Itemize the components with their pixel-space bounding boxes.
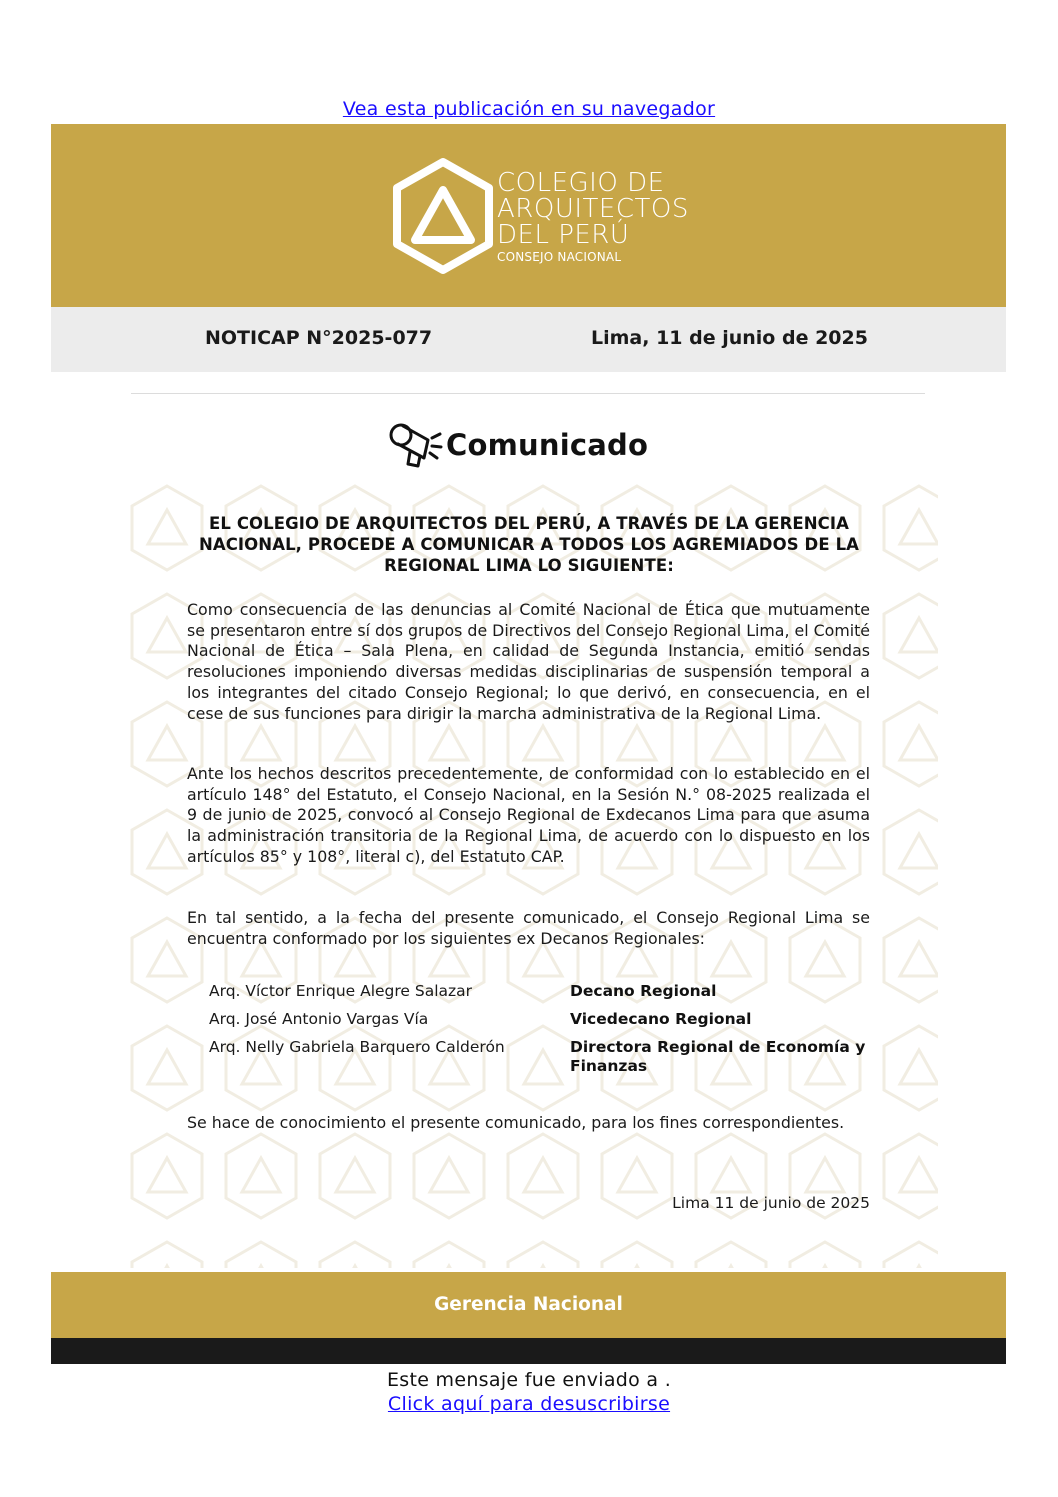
member-row <box>209 982 889 1010</box>
paragraph-4: Se hace de conocimiento el presente comunicado, para los fines correspondientes. <box>187 1113 845 1132</box>
member-row <box>209 1038 889 1075</box>
paragraph-2: Ante los hechos descritos precedentemente, de conformidad con lo establecido en el artículo 148° del Estatuto, el Consejo Nacional, en la Sesión N.° 08-2025 realizada el 9 de junio de 2025, convocó al Consejo Regional de Exdecanos Lima para que asuma la administración transitoria de la Regional Lima, de acuerdo con lo dispuesto en los artículos 85° y 108°, literal c), del Estatuto CAP. <box>187 764 870 866</box>
logo-subtitle: CONSEJO NACIONAL <box>497 250 622 264</box>
megaphone-icon <box>388 420 444 470</box>
info-bar <box>51 307 1006 372</box>
member-name: Arq. Nelly Gabriela Barquero Calderón <box>209 1038 505 1056</box>
paragraph-3: En tal sentido, a la fecha del presente comunicado, el Consejo Regional Lima se encuentra conformado por los siguientes ex Decanos Regionales: <box>187 908 870 948</box>
divider <box>131 393 925 394</box>
member-role: Decano Regional <box>570 982 717 1000</box>
member-role: Directora Regional de Economía y Finanzas <box>570 1038 866 1075</box>
member-name: Arq. José Antonio Vargas Vía <box>209 1010 429 1028</box>
header-banner <box>51 124 1006 307</box>
view-in-browser-link[interactable]: Vea esta publicación en su navegador <box>342 98 716 120</box>
member-name: Arq. Víctor Enrique Alegre Salazar <box>209 982 473 1000</box>
member-role: Vicedecano Regional <box>570 1010 752 1028</box>
footer-banner <box>51 1272 1006 1338</box>
hexagon-triangle-logo-icon <box>383 156 503 276</box>
footer-title: Gerencia Nacional <box>434 1294 623 1315</box>
logo-line-1: COLEGIO DE <box>497 168 665 198</box>
communique-headline: EL COLEGIO DE ARQUITECTOS DEL PERÚ, A TRAVÉS DE LA GERENCIA NACIONAL, PROCEDE A COMUNICAR A TODOS LOS AGREMIADOS DE LA REGIONAL LIMA LO SIGUIENTE: <box>198 514 860 575</box>
communique-heading <box>388 420 648 470</box>
logo-line-3: DEL PERÚ <box>497 220 630 250</box>
sent-to-text: Este mensaje fue enviado a . <box>386 1369 672 1391</box>
unsubscribe-link[interactable]: Click aquí para desuscribirse <box>387 1393 671 1415</box>
communique-title: Comunicado <box>446 428 649 462</box>
council-members-list <box>209 982 889 1075</box>
signature-date: Lima 11 de junio de 2025 <box>672 1194 870 1212</box>
footer-bar <box>51 1338 1006 1364</box>
organization-logo-text <box>497 170 689 264</box>
notice-number: NOTICAP N°2025-077 <box>205 327 433 349</box>
paragraph-1: Como consecuencia de las denuncias al Comité Nacional de Ética que mutuamente se presentaron entre sí dos grupos de Directivos del Consejo Regional Lima, el Comité Nacional de Ética – Sala Plena, en calidad de Segunda Instancia, emitió sendas resoluciones imponiendo diversas medidas disciplinarias de suspensión temporal a los integrantes del citado Consejo Regional; lo que derivó, en consecuencia, en el cese de sus funciones para dirigir la marcha administrativa de la Regional Lima. <box>187 600 871 723</box>
background-pattern <box>120 478 938 1268</box>
logo-line-2: ARQUITECTOS <box>497 194 689 224</box>
member-row <box>209 1010 889 1038</box>
notice-date: Lima, 11 de junio de 2025 <box>591 327 868 349</box>
